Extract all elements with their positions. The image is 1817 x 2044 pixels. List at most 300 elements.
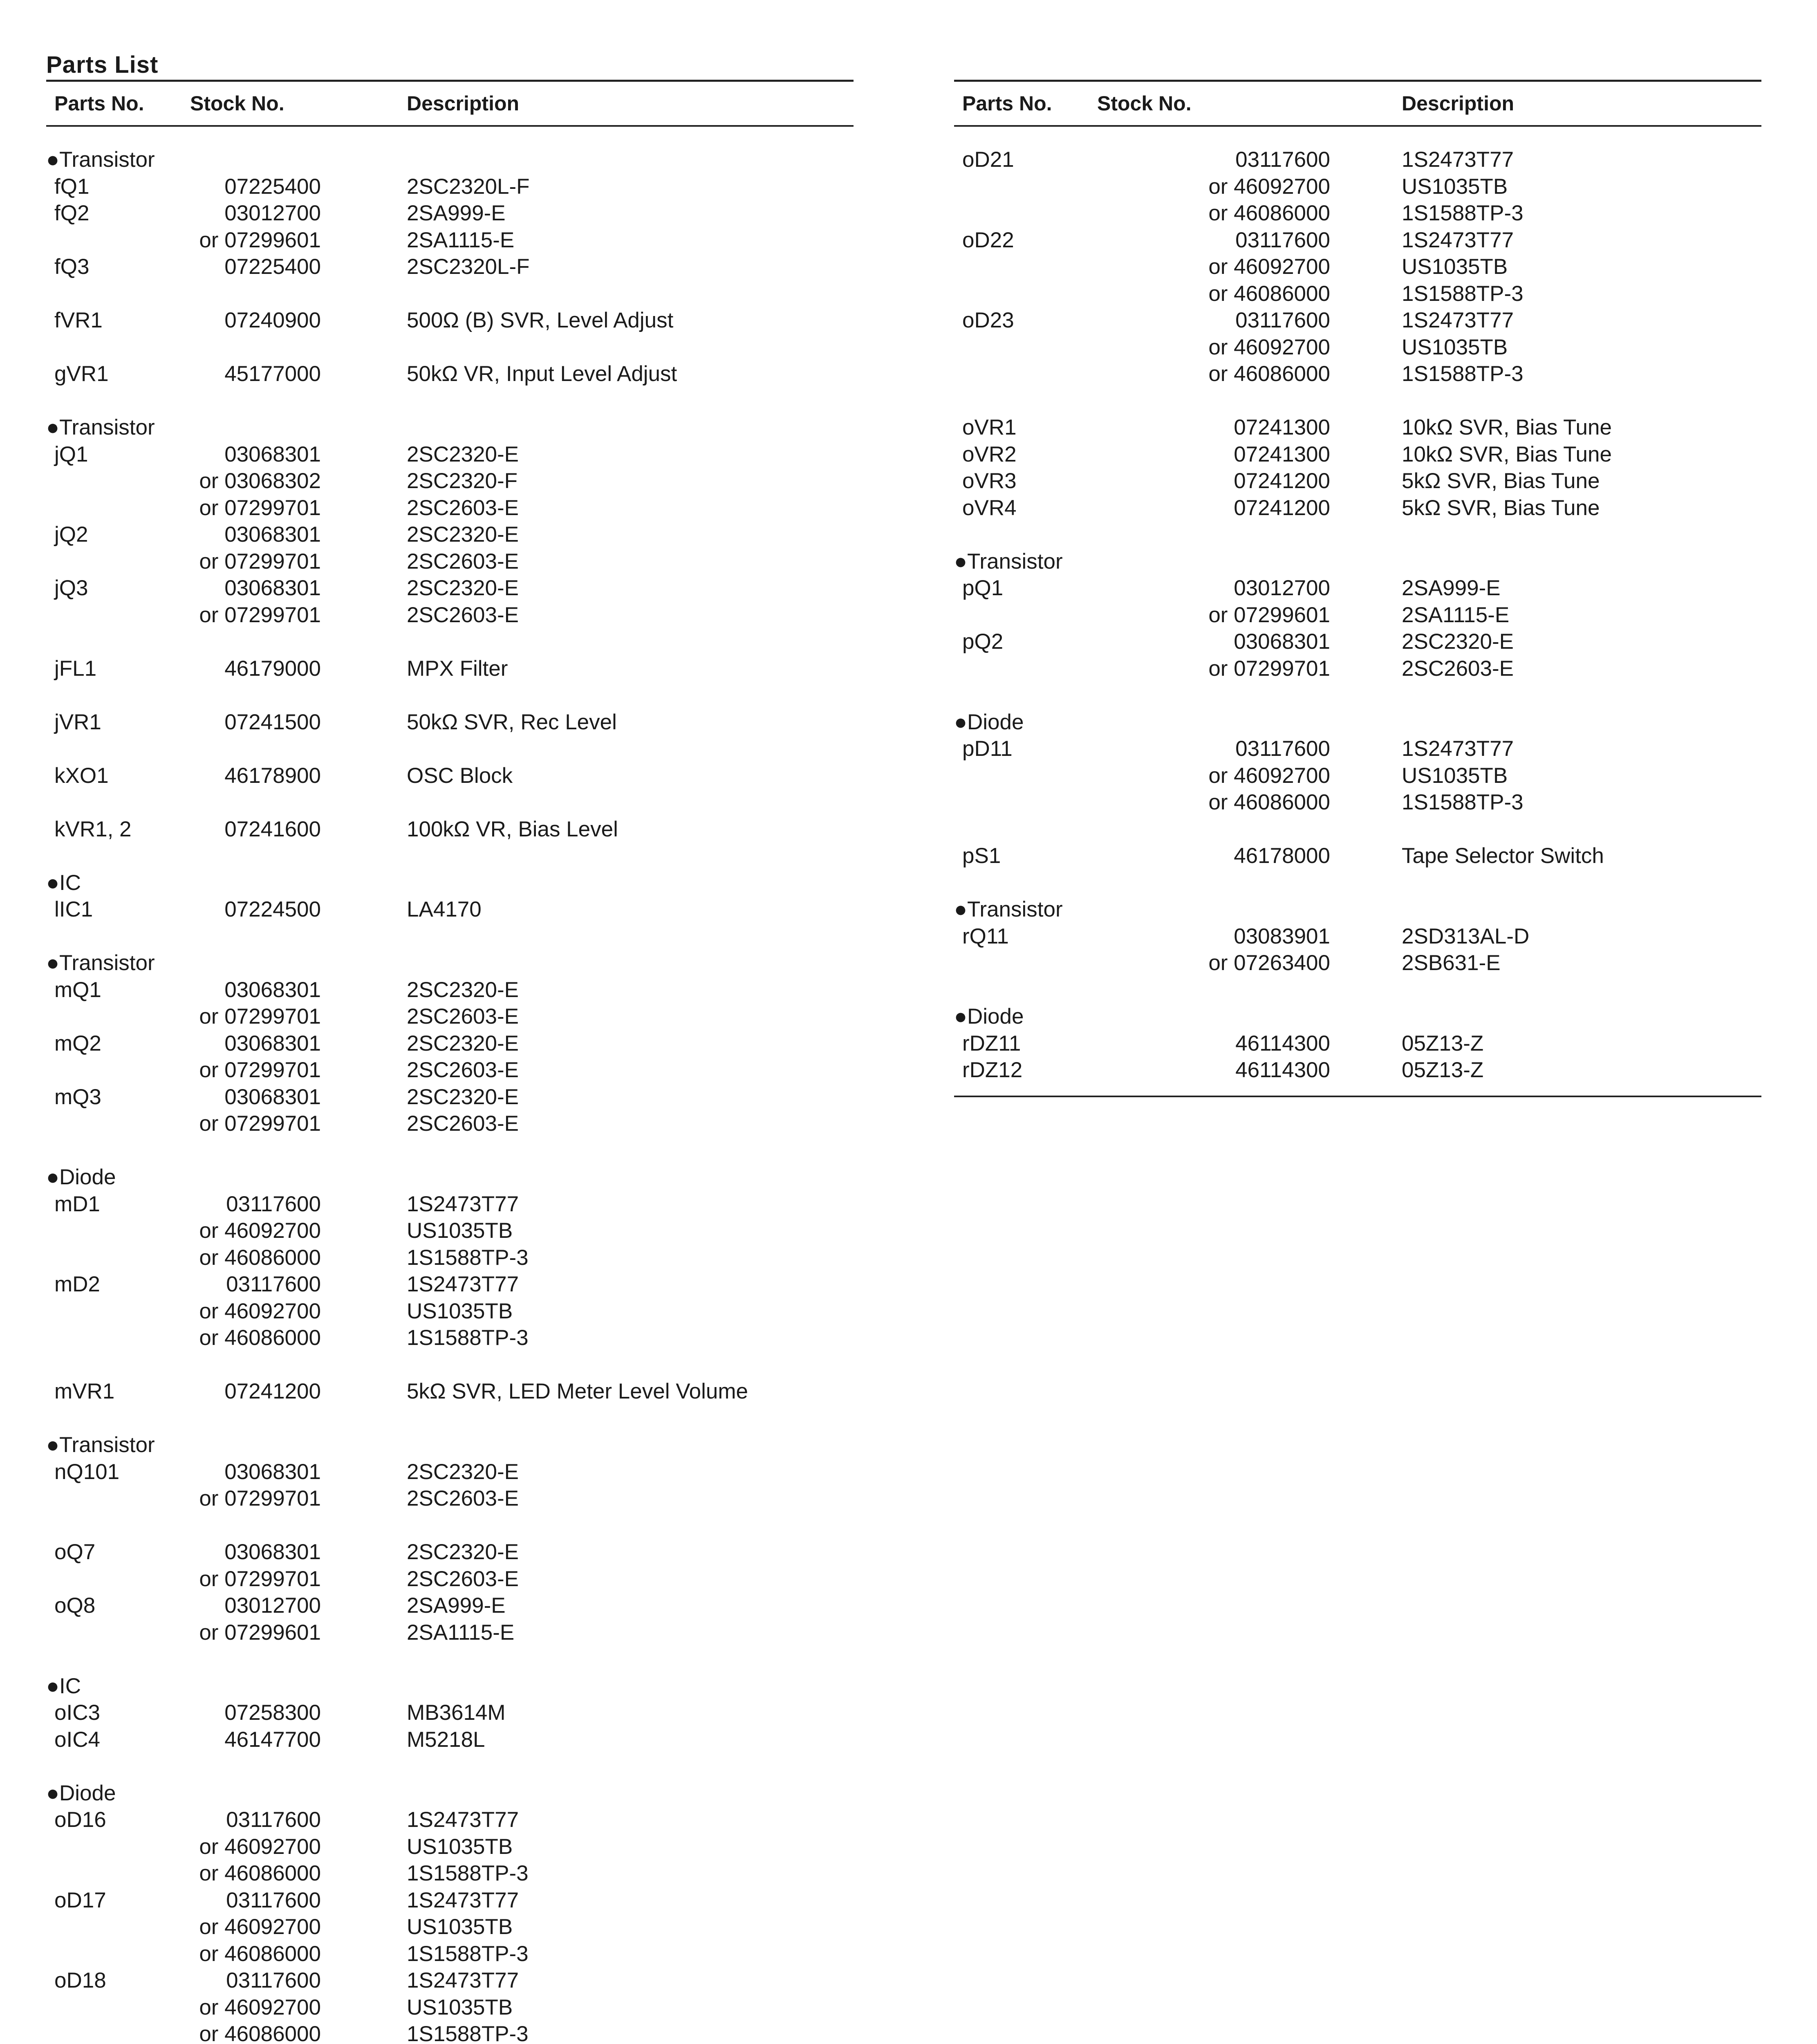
table-row	[46, 1994, 854, 2021]
header-stock-no: Stock No.	[1097, 92, 1192, 115]
row-spacer	[954, 816, 1761, 843]
description: MPX Filter	[407, 656, 508, 681]
table-row	[954, 495, 1761, 522]
description: 1S2473T77	[407, 1272, 519, 1296]
part-number: rDZ12	[962, 1058, 1023, 1082]
table-row	[954, 200, 1761, 227]
stock-number-cell	[190, 1887, 407, 1914]
description: US1035TB	[1402, 335, 1508, 359]
part-number	[46, 548, 190, 575]
part-number: lIC1	[54, 897, 93, 921]
table-row	[46, 1699, 854, 1726]
stock-number-cell	[190, 253, 407, 280]
stock-number-cell	[190, 1003, 407, 1030]
description: 10kΩ SVR, Bias Tune	[1402, 442, 1612, 466]
stock-number-cell	[1097, 628, 1402, 655]
table-row	[954, 628, 1761, 655]
category-label: ●Transistor	[46, 1433, 155, 1457]
stock-number: or 46086000	[199, 1245, 321, 1270]
part-number	[46, 602, 190, 629]
part-number	[954, 361, 1097, 388]
table-row	[46, 2021, 854, 2044]
table-row	[46, 1726, 854, 1753]
table-row	[46, 253, 854, 280]
category-label: ●Diode	[46, 1165, 116, 1189]
part-number	[954, 253, 1097, 280]
table-row	[46, 1217, 854, 1244]
row-spacer	[46, 1512, 854, 1539]
stock-number-cell	[190, 441, 407, 468]
description: US1035TB	[407, 1299, 513, 1323]
description: 1S2473T77	[1402, 228, 1514, 252]
description: US1035TB	[1402, 763, 1508, 788]
stock-number: or 46092700	[1208, 335, 1330, 359]
table-row	[46, 495, 854, 522]
part-number: fVR1	[54, 308, 103, 332]
row-spacer	[46, 1351, 854, 1378]
stock-number-cell	[190, 1914, 407, 1941]
stock-number: or 46086000	[1208, 281, 1330, 306]
table-row	[46, 441, 854, 468]
table-row	[46, 1459, 854, 1486]
category-label: ●Diode	[954, 710, 1024, 734]
header-bottom-rule	[46, 125, 854, 127]
header-parts-no: Parts No.	[962, 92, 1052, 115]
description: 2SA1115-E	[407, 228, 515, 252]
stock-number-cell	[190, 200, 407, 227]
stock-number: or 07299701	[1208, 656, 1330, 681]
description: 2SC2320-E	[407, 977, 519, 1002]
stock-number: 03068301	[224, 576, 321, 600]
parts-table-right	[954, 80, 1761, 1084]
stock-number: 07241200	[1234, 495, 1330, 520]
header-description: Description	[1402, 92, 1515, 115]
description: 5kΩ SVR, Bias Tune	[1402, 469, 1600, 493]
parts-rows-left	[46, 146, 854, 2044]
stock-number-cell	[1097, 200, 1402, 227]
stock-number-cell	[1097, 1057, 1402, 1084]
stock-number: or 46092700	[199, 1834, 321, 1859]
part-number	[954, 280, 1097, 307]
stock-number-cell	[190, 548, 407, 575]
description: 2SC2603-E	[407, 495, 519, 520]
table-row	[46, 1030, 854, 1057]
part-number	[46, 1994, 190, 2021]
stock-number: 07240900	[224, 308, 321, 332]
table-row	[46, 816, 854, 843]
stock-number-cell	[190, 1860, 407, 1887]
table-row	[46, 709, 854, 736]
category-heading	[46, 950, 854, 977]
stock-number-cell	[190, 1271, 407, 1298]
stock-number: or 07299701	[199, 1567, 321, 1591]
stock-number: or 46092700	[199, 1915, 321, 1939]
part-number	[46, 1298, 190, 1325]
row-spacer	[46, 682, 854, 709]
category-heading	[46, 1673, 854, 1700]
stock-number: or 46092700	[199, 1995, 321, 2019]
part-number: oD17	[54, 1888, 106, 1912]
stock-number: 03117600	[226, 1888, 321, 1912]
stock-number-cell	[1097, 361, 1402, 388]
category-label: ●Transistor	[46, 951, 155, 975]
row-spacer	[954, 870, 1761, 896]
part-number	[46, 1110, 190, 1137]
row-spacer	[46, 923, 854, 950]
stock-number: 03012700	[1234, 576, 1330, 600]
part-number	[46, 468, 190, 495]
part-number	[954, 655, 1097, 682]
table-row	[46, 575, 854, 602]
part-number: mD1	[54, 1192, 100, 1216]
part-number	[46, 1941, 190, 1968]
stock-number-cell	[190, 977, 407, 1004]
part-number: pD11	[962, 737, 1013, 761]
stock-number-cell	[1097, 735, 1402, 762]
part-number	[46, 1860, 190, 1887]
stock-number: 46178900	[224, 763, 321, 788]
stock-number-cell	[1097, 950, 1402, 977]
part-number: mD2	[54, 1272, 100, 1296]
table-row	[954, 441, 1761, 468]
description: MB3614M	[407, 1701, 506, 1725]
stock-number: 03068301	[224, 977, 321, 1002]
table-row	[46, 200, 854, 227]
stock-number-cell	[190, 655, 407, 682]
stock-number-cell	[190, 1539, 407, 1566]
stock-number-cell	[1097, 575, 1402, 602]
stock-number-cell	[190, 1378, 407, 1405]
description: 2SD313AL-D	[1402, 924, 1530, 948]
description: 1S2473T77	[1402, 737, 1514, 761]
stock-number: 03068301	[224, 1459, 321, 1484]
stock-number: 03117600	[226, 1968, 321, 1992]
description: 2SA999-E	[1402, 576, 1501, 600]
description: 2SC2603-E	[407, 1486, 519, 1511]
part-number: fQ3	[54, 255, 90, 279]
part-number: nQ101	[54, 1459, 120, 1484]
table-row	[46, 1806, 854, 1833]
part-number	[46, 1566, 190, 1593]
stock-number: or 46092700	[1208, 763, 1330, 788]
stock-number: 07241200	[1234, 469, 1330, 493]
row-spacer	[46, 1137, 854, 1164]
category-heading	[46, 146, 854, 173]
stock-number-cell	[190, 1217, 407, 1244]
description: US1035TB	[407, 1834, 513, 1859]
table-row	[954, 575, 1761, 602]
stock-number-cell	[190, 1592, 407, 1619]
description: 1S1588TP-3	[1402, 362, 1524, 386]
description: 2SC2320L-F	[407, 255, 530, 279]
stock-number-cell	[1097, 1030, 1402, 1057]
stock-number-cell	[190, 602, 407, 629]
stock-number: 46114300	[1235, 1058, 1330, 1082]
part-number	[46, 1244, 190, 1271]
header-parts-no: Parts No.	[54, 92, 144, 115]
stock-number: 46179000	[224, 656, 321, 681]
stock-number: 46178000	[1234, 844, 1330, 868]
table-row	[954, 414, 1761, 441]
category-heading	[954, 548, 1761, 575]
table-row	[954, 762, 1761, 789]
category-heading	[954, 1003, 1761, 1030]
description: 50kΩ VR, Input Level Adjust	[407, 362, 677, 386]
stock-number-cell	[190, 1941, 407, 1968]
description: 05Z13-Z	[1402, 1031, 1484, 1056]
row-spacer	[46, 388, 854, 415]
stock-number: or 46092700	[199, 1219, 321, 1243]
table-row	[46, 1941, 854, 1968]
description: 2SB631-E	[1402, 951, 1501, 975]
part-number: oD21	[962, 148, 1014, 172]
table-row	[954, 468, 1761, 495]
row-spacer	[46, 789, 854, 816]
description: US1035TB	[407, 1915, 513, 1939]
table-row	[954, 602, 1761, 629]
description: LA4170	[407, 897, 482, 921]
stock-number: or 03068302	[199, 469, 321, 493]
category-label: ●Transistor	[46, 415, 155, 439]
part-number: mQ2	[54, 1031, 101, 1056]
row-spacer	[954, 521, 1761, 548]
stock-number-cell	[1097, 602, 1402, 629]
stock-number: 03117600	[226, 1192, 321, 1216]
table-row	[46, 1539, 854, 1566]
table-row	[46, 548, 854, 575]
part-number	[46, 1833, 190, 1860]
stock-number: or 46086000	[1208, 362, 1330, 386]
category-label: ●Transistor	[46, 148, 155, 172]
stock-number-cell	[190, 1030, 407, 1057]
description: 2SC2320-E	[407, 522, 519, 547]
stock-number: 45177000	[224, 362, 321, 386]
stock-number: or 46086000	[1208, 201, 1330, 225]
category-heading	[46, 414, 854, 441]
part-number	[46, 1619, 190, 1646]
table-row	[954, 1030, 1761, 1057]
stock-number-cell	[190, 468, 407, 495]
part-number	[954, 334, 1097, 361]
table-row	[46, 977, 854, 1004]
stock-number-cell	[1097, 655, 1402, 682]
category-label: ●Diode	[954, 1004, 1024, 1029]
part-number: kVR1, 2	[54, 817, 132, 841]
table-row	[46, 1833, 854, 1860]
description: 1S2473T77	[407, 1888, 519, 1912]
header-description: Description	[407, 92, 520, 115]
description: 1S2473T77	[1402, 308, 1514, 332]
description: 2SC2320-E	[407, 1540, 519, 1564]
table-row	[46, 521, 854, 548]
stock-number: 03117600	[1235, 308, 1330, 332]
stock-number-cell	[1097, 843, 1402, 870]
description: 1S1588TP-3	[1402, 201, 1524, 225]
stock-number: or 07263400	[1208, 951, 1330, 975]
stock-number-cell	[1097, 468, 1402, 495]
stock-number: or 07299701	[199, 549, 321, 574]
category-label: ●IC	[46, 1674, 81, 1698]
category-label: ●Diode	[46, 1781, 116, 1805]
parts-table-left	[46, 80, 854, 2044]
part-number: pQ1	[962, 576, 1004, 600]
part-number	[954, 173, 1097, 200]
row-spacer	[954, 388, 1761, 415]
stock-number: or 46086000	[1208, 790, 1330, 814]
stock-number-cell	[190, 709, 407, 736]
part-number	[954, 762, 1097, 789]
stock-number-cell	[1097, 923, 1402, 950]
table-row	[954, 843, 1761, 870]
table-row	[46, 1003, 854, 1030]
part-number: oVR3	[962, 469, 1017, 493]
table-row	[954, 789, 1761, 816]
category-label: ●Transistor	[954, 897, 1063, 921]
stock-number: or 07299701	[199, 1004, 321, 1029]
table-row	[46, 762, 854, 789]
stock-number-cell	[190, 1699, 407, 1726]
stock-number: or 46086000	[199, 1941, 321, 1966]
stock-number: or 07299701	[199, 495, 321, 520]
stock-number-cell	[190, 1566, 407, 1593]
stock-number: 07225400	[224, 174, 321, 199]
table-row	[954, 227, 1761, 254]
stock-number-cell	[190, 173, 407, 200]
description: 2SA1115-E	[407, 1620, 515, 1645]
table-row	[46, 1887, 854, 1914]
part-number	[46, 495, 190, 522]
stock-number-cell	[1097, 173, 1402, 200]
table-row	[954, 950, 1761, 977]
stock-number-cell	[190, 1084, 407, 1111]
part-number	[46, 1325, 190, 1351]
table-row	[46, 1860, 854, 1887]
table-row	[46, 1378, 854, 1405]
table-row	[46, 1110, 854, 1137]
stock-number-cell	[1097, 227, 1402, 254]
part-number: mQ3	[54, 1085, 101, 1109]
stock-number-cell	[190, 1244, 407, 1271]
description: 2SA1115-E	[1402, 603, 1510, 627]
description: 5kΩ SVR, LED Meter Level Volume	[407, 1379, 748, 1403]
description: 2SA999-E	[407, 1594, 506, 1618]
stock-number: or 46092700	[1208, 255, 1330, 279]
description: Tape Selector Switch	[1402, 844, 1604, 868]
table-row	[46, 655, 854, 682]
description: 2SC2603-E	[407, 1112, 519, 1136]
description: US1035TB	[407, 1995, 513, 2019]
description: 2SC2320-E	[1402, 630, 1514, 654]
table-row	[954, 923, 1761, 950]
description: M5218L	[407, 1727, 485, 1752]
part-number: oVR4	[962, 495, 1017, 520]
description: 1S2473T77	[1402, 148, 1514, 172]
stock-number: 03068301	[1234, 630, 1330, 654]
description: 2SC2320-E	[407, 1085, 519, 1109]
stock-number-cell	[190, 1967, 407, 1994]
stock-number-cell	[190, 1726, 407, 1753]
part-number: gVR1	[54, 362, 109, 386]
part-number: oD18	[54, 1968, 106, 1992]
table-row	[46, 1566, 854, 1593]
stock-number-cell	[190, 1057, 407, 1084]
stock-number: or 07299601	[199, 1620, 321, 1645]
table-row	[954, 735, 1761, 762]
stock-number: or 46092700	[1208, 174, 1330, 199]
description: 100kΩ VR, Bias Level	[407, 817, 618, 841]
stock-number-cell	[1097, 307, 1402, 334]
part-number	[46, 227, 190, 254]
stock-number-cell	[190, 495, 407, 522]
stock-number-cell	[190, 1459, 407, 1486]
description: 2SC2603-E	[1402, 656, 1514, 681]
stock-number: or 46086000	[199, 1861, 321, 1885]
part-number: mQ1	[54, 977, 101, 1002]
stock-number: 07241300	[1234, 415, 1330, 439]
table-header	[46, 82, 854, 125]
table-row	[46, 1271, 854, 1298]
part-number	[46, 2021, 190, 2044]
stock-number: 03117600	[1235, 737, 1330, 761]
stock-number-cell	[190, 1110, 407, 1137]
stock-number: 07241500	[224, 710, 321, 734]
part-number: oQ8	[54, 1594, 96, 1618]
part-number: jFL1	[54, 656, 97, 681]
stock-number-cell	[190, 816, 407, 843]
stock-number-cell	[190, 1298, 407, 1325]
description: 2SC2320L-F	[407, 174, 530, 199]
description: 2SC2320-E	[407, 442, 519, 466]
category-heading	[46, 1780, 854, 1807]
table-row	[46, 1084, 854, 1111]
part-number: oD16	[54, 1808, 106, 1832]
stock-number: 03012700	[224, 1594, 321, 1618]
description: 1S1588TP-3	[407, 1245, 529, 1270]
description: 2SC2603-E	[407, 549, 519, 574]
stock-number-cell	[1097, 789, 1402, 816]
description: US1035TB	[1402, 255, 1508, 279]
category-label: ●IC	[46, 870, 81, 895]
description: 1S1588TP-3	[407, 2022, 529, 2044]
table-row	[46, 896, 854, 923]
description: 1S1588TP-3	[1402, 281, 1524, 306]
part-number: pQ2	[962, 630, 1004, 654]
description: OSC Block	[407, 763, 513, 788]
stock-number-cell	[190, 762, 407, 789]
stock-number: 03117600	[1235, 228, 1330, 252]
table-row	[954, 655, 1761, 682]
page-title: Parts List	[46, 52, 159, 78]
part-number	[46, 1914, 190, 1941]
category-label: ●Transistor	[954, 549, 1063, 574]
stock-number: 03068301	[224, 1085, 321, 1109]
row-spacer	[46, 280, 854, 307]
description: 5kΩ SVR, Bias Tune	[1402, 495, 1600, 520]
stock-number: or 46086000	[199, 1326, 321, 1350]
description: 1S1588TP-3	[407, 1326, 529, 1350]
part-number	[46, 1003, 190, 1030]
description: 50kΩ SVR, Rec Level	[407, 710, 617, 734]
stock-number-cell	[1097, 441, 1402, 468]
stock-number: 03117600	[226, 1808, 321, 1832]
part-number: oIC4	[54, 1727, 100, 1752]
description: US1035TB	[1402, 174, 1508, 199]
table-row	[46, 227, 854, 254]
part-number	[954, 200, 1097, 227]
table-row	[954, 253, 1761, 280]
part-number	[46, 1217, 190, 1244]
stock-number: 46147700	[224, 1727, 321, 1752]
